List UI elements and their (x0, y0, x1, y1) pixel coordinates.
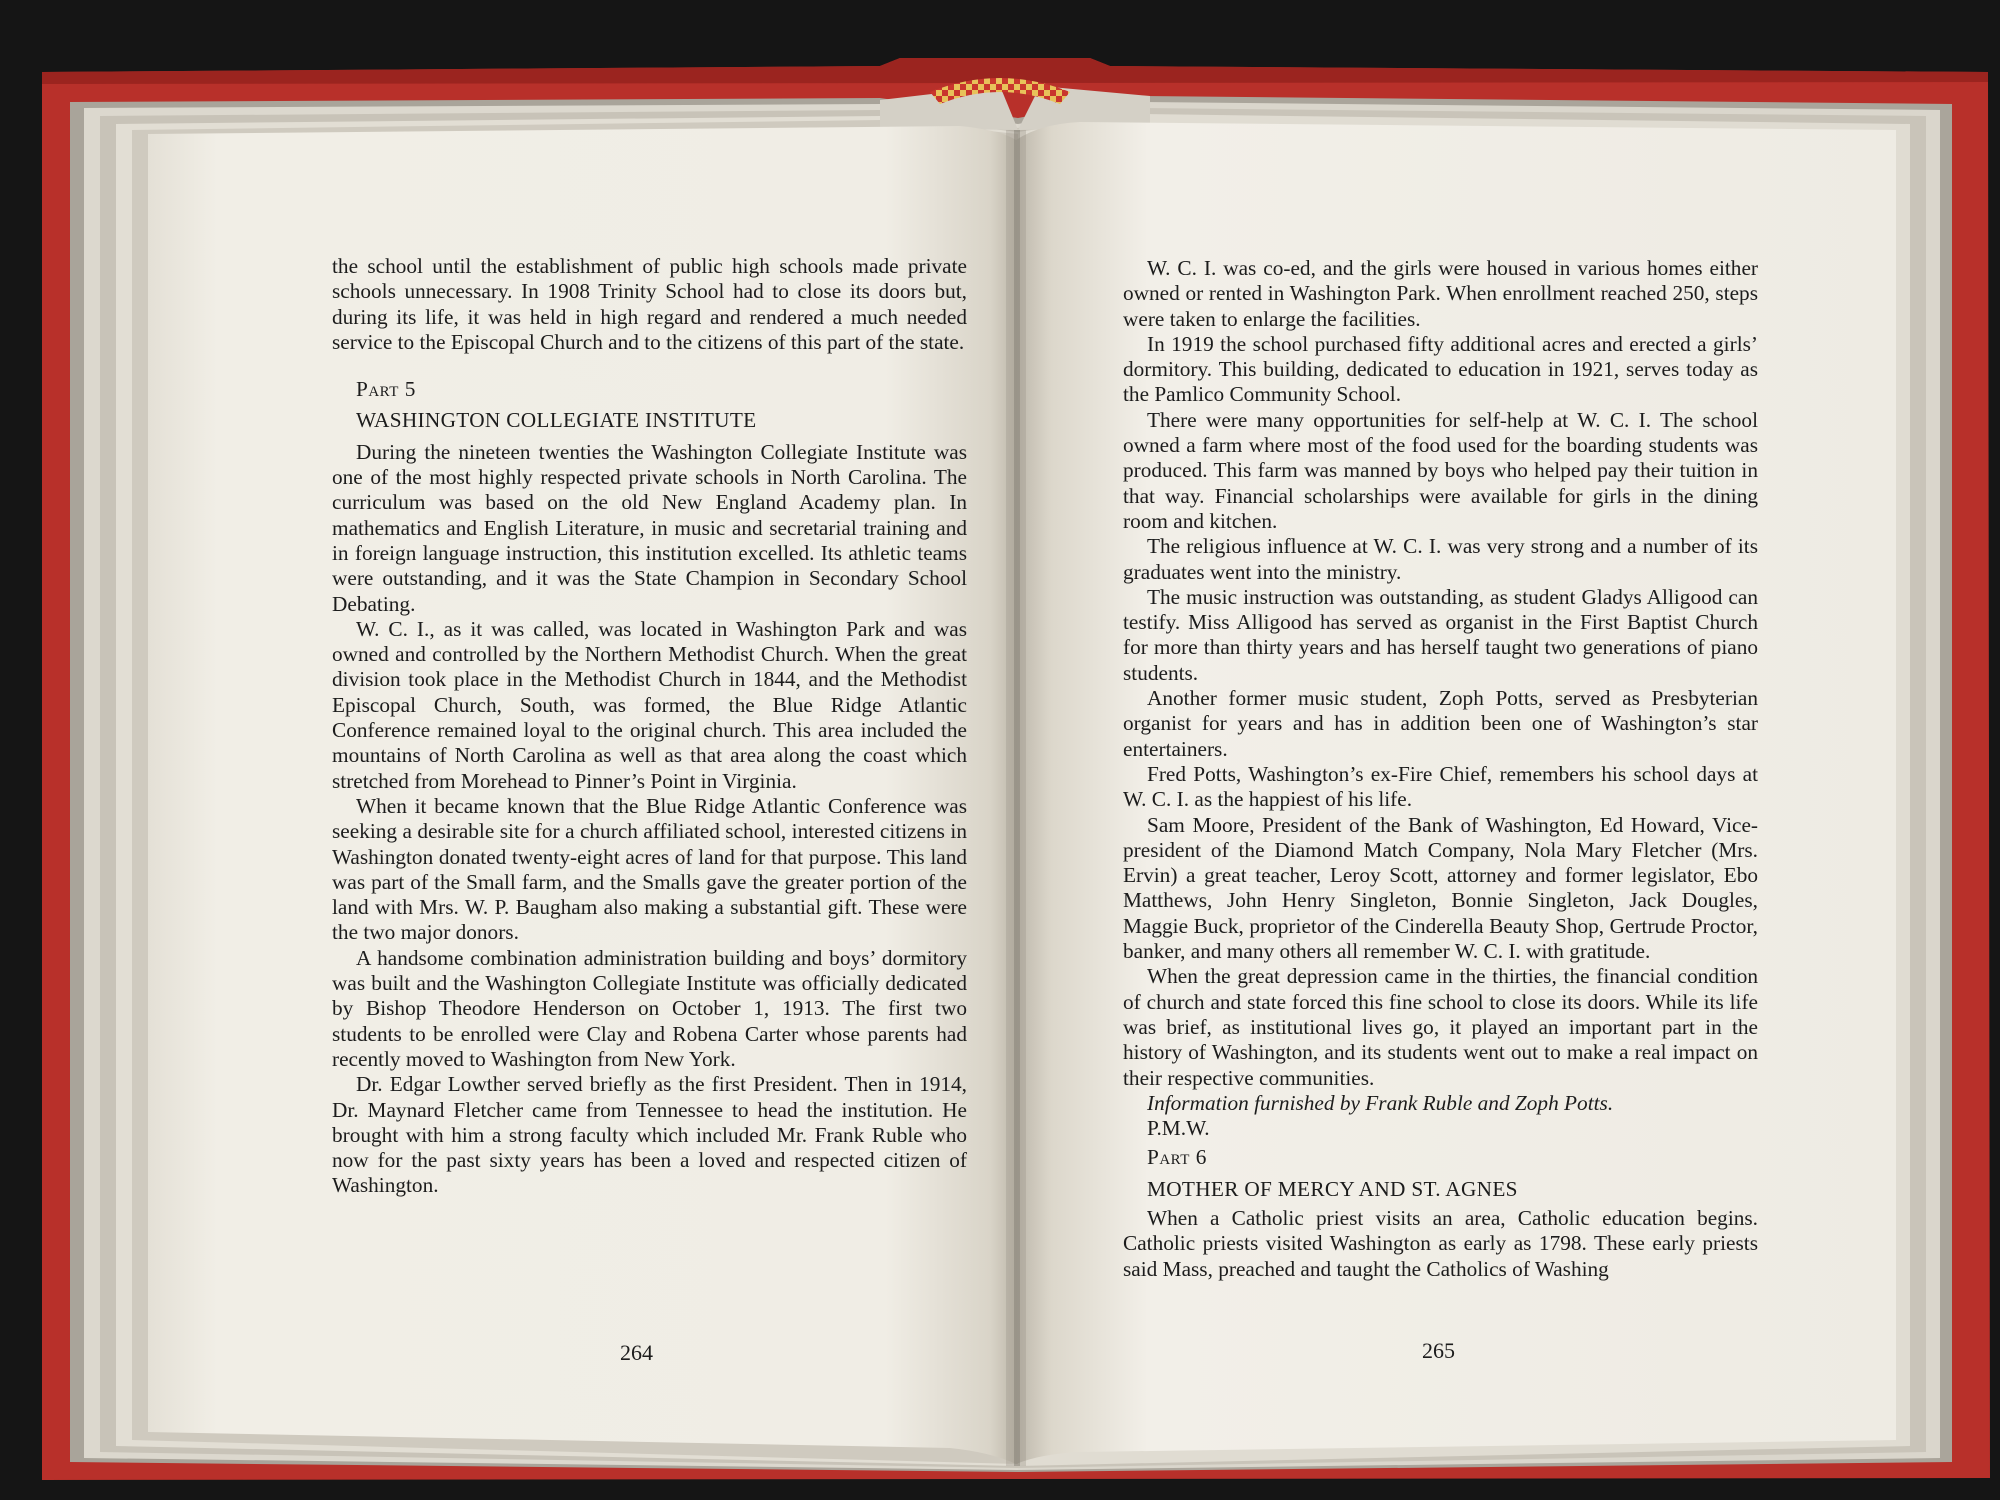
part-6-title: MOTHER OF MERCY AND ST. AGNES (1147, 1176, 1518, 1201)
right-paragraph: Fred Potts, Washington’s ex-Fire Chief, remembers his school days at W. C. I. as the happiest of his life. (1123, 761, 1758, 812)
right-paragraph: There were many opportunities for self-help at W. C. I. The school owned a farm where most of the food used for the boarding students was produced. This farm was manned by boys who helped pay their tuition in that way. Financial scholarships were available for girls in the dining room and kitchen. (1123, 407, 1758, 533)
right-page-number: 265 (1422, 1338, 1455, 1363)
part-6-label: Part 6 (1147, 1145, 1207, 1170)
attribution: Information furnished by Frank Ruble and Zoph Potts. (1147, 1090, 1614, 1115)
left-page-text (332, 254, 967, 1199)
right-paragraph: The music instruction was outstanding, as student Gladys Alligood can testify. Miss Alligood has served as organist in the First Baptist Church for more than thirty years and has herself taught two generations of piano students. (1123, 584, 1758, 685)
right-paragraph: Another former music student, Zoph Potts, served as Presbyterian organist for years and has in addition been one of Washington’s star entertainers. (1123, 686, 1758, 761)
right-page-text (1123, 256, 1758, 1282)
left-page-number: 264 (620, 1340, 653, 1365)
right-paragraph: When a Catholic priest visits an area, Catholic education begins. Catholic priests visited Washington as early as 1798. These early priests said Mass, preached and taught the Catholics of Washing (1123, 1205, 1758, 1281)
right-paragraph: When the great depression came in the thirties, the financial condition of church and state forced this fine school to close its doors. While its life was brief, as institutional lives go, it played an important part in the history of Washington, and its students went out to make a real impact on their respective communities. (1123, 964, 1758, 1090)
left-top-paragraph: the school until the establishment of public high schools made private schools unnecessary. In 1908 Trinity School had to close its doors but, during its life, it was held in high regard and rendered a much needed service to the Episcopal Church and to the citizens of this part of the state. (332, 254, 967, 354)
left-paragraph: W. C. I., as it was called, was located in Washington Park and was owned and controlled by the Northern Methodist Church. When the great division took place in the Methodist Church in 1844, and the Methodist Episcopal Church, South, was formed, the Blue Ridge Atlantic Conference remained loyal to the original church. This area included the mountains of North Carolina as well as that area along the coast which stretched from Morehead to Pinner’s Point in Virginia. (332, 616, 967, 793)
right-paragraph: W. C. I. was co-ed, and the girls were housed in various homes either owned or rented in Washington Park. When enrollment reached 250, steps were taken to enlarge the facilities. (1123, 256, 1758, 331)
left-paragraph: Dr. Edgar Lowther served briefly as the first President. Then in 1914, Dr. Maynard Fletcher came from Tennessee to head the institution. He brought with him a strong faculty which included Mr. Frank Ruble who now for the past sixty years has been a loved and respected citizen of Washington. (332, 1072, 967, 1198)
right-paragraph: The religious influence at W. C. I. was very strong and a number of its graduates went into the ministry. (1123, 534, 1758, 584)
left-paragraph: When it became known that the Blue Ridge Atlantic Conference was seeking a desirable site for a church affiliated school, interested citizens in Washington donated twenty-eight acres of land for that purpose. This land was part of the Small farm, and the Smalls gave the greater portion of the land with Mrs. W. P. Baugham also making a substantial gift. These were the two major donors. (332, 793, 967, 945)
part-5-title: WASHINGTON COLLEGIATE INSTITUTE (356, 408, 757, 433)
signature-initials: P.M.W. (1147, 1116, 1210, 1141)
right-paragraph: In 1919 the school purchased fifty additional acres and erected a girls’ dormitory. This building, dedicated to education in 1921, serves today as the Pamlico Community School. (1123, 331, 1758, 407)
left-paragraph: A handsome combination administration building and boys’ dormitory was built and the Washington Collegiate Institute was officially dedicated by Bishop Theodore Henderson on October 1, 1913. The first two students to be enrolled were Clay and Robena Carter whose parents had recently moved to Washington from New York. (332, 945, 967, 1071)
right-paragraph: Sam Moore, President of the Bank of Washington, Ed Howard, Vice-president of the Diamond Match Company, Nola Mary Fletcher (Mrs. Ervin) a great teacher, Leroy Scott, attorney and former legislator, Ebo Matthews, John Henry Singleton, Bonnie Singleton, Jack Dougles, Maggie Buck, proprietor of the Cinderella Beauty Shop, Gertrude Proctor, banker, and many others all remember W. C. I. with gratitude. (1123, 812, 1758, 964)
part-5-label: Part 5 (356, 377, 416, 402)
left-paragraph: During the nineteen twenties the Washington Collegiate Institute was one of the most highly respected private schools in North Carolina. The curriculum was based on the old New England Academy plan. In mathematics and English Literature, in music and secretarial training and in foreign language instruction, this institution excelled. Its athletic teams were outstanding, and it was the State Champion in Secondary School Debating. (332, 439, 967, 616)
